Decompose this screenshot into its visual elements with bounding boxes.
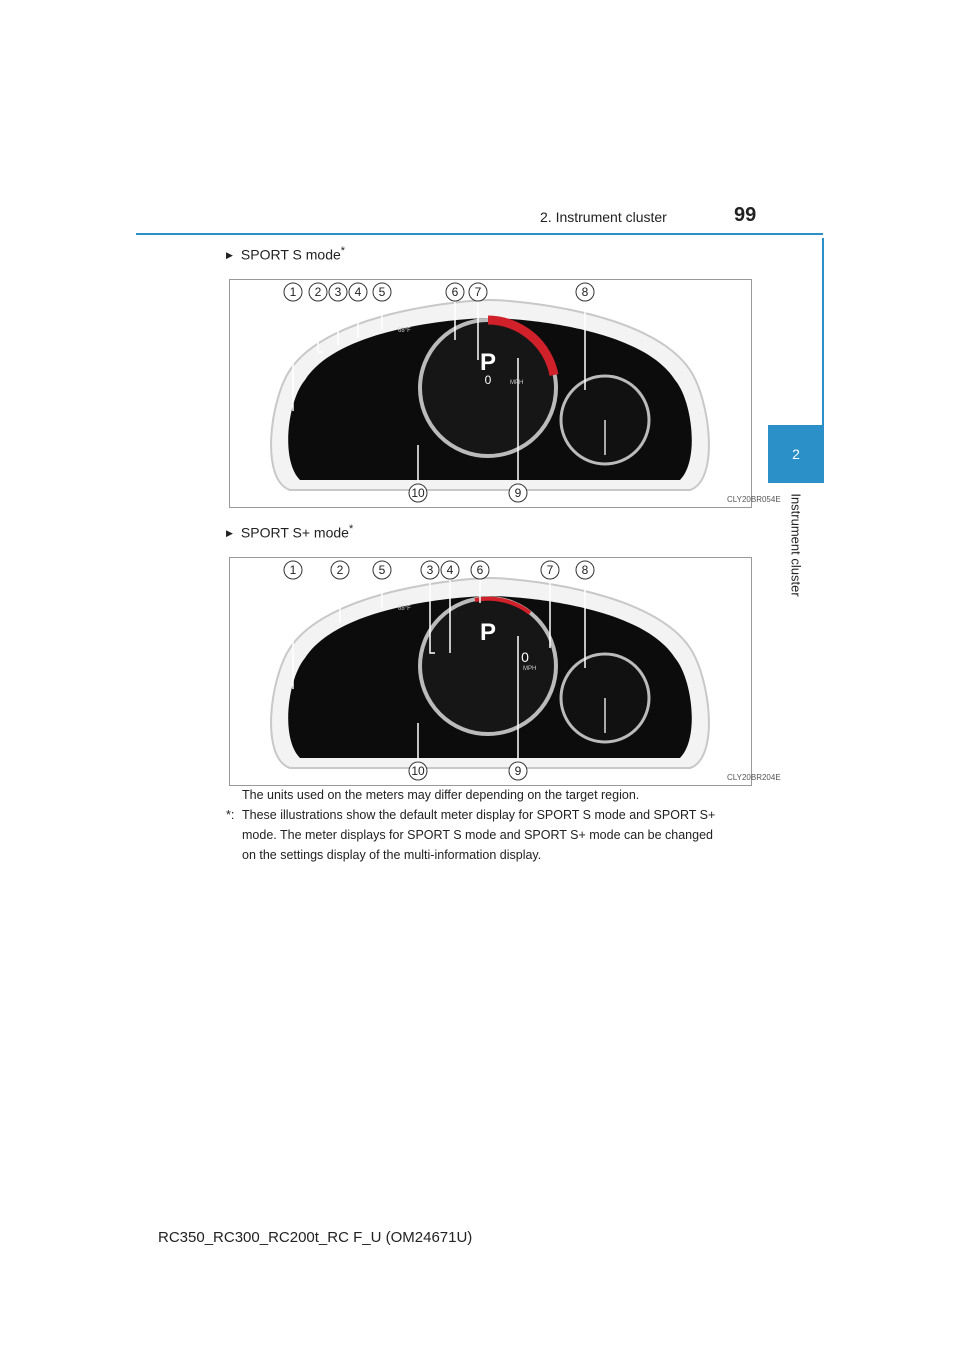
cluster-illustration (230, 280, 781, 507)
asterisk-note-line: These illustrations show the default meter display for SPORT S mode and SPORT S+ (242, 808, 716, 822)
asterisk-note-line: on the settings display of the multi-information display. (242, 848, 542, 862)
gear-indicator: P (479, 349, 497, 376)
callout-number: 4 (354, 285, 362, 299)
asterisk-note-marker: *: (226, 808, 235, 822)
mode-title: SPORT S mode (240, 246, 341, 263)
speed-unit: MPH (510, 380, 524, 386)
mode-heading-sport-s-plus (226, 523, 353, 541)
callout-number: 8 (581, 285, 589, 299)
chapter-number: 2 (792, 446, 800, 462)
callout-number: 5 (378, 563, 386, 577)
figure-code: CLY20BR204E (727, 773, 781, 782)
callout-number: 7 (474, 285, 482, 299)
asterisk-note-line: mode. The meter displays for SPORT S mode and SPORT S+ mode can be changed (242, 828, 713, 842)
mode-heading-sport-s (226, 245, 345, 263)
triangle-bullet-icon: ▶ (226, 250, 233, 261)
speed-readout: 0 (484, 373, 492, 387)
callout-number: 9 (514, 486, 522, 500)
callout-number: 1 (289, 285, 297, 299)
callout-number: 3 (334, 285, 342, 299)
section-title: 2. Instrument cluster (540, 209, 667, 225)
callout-number: 6 (476, 563, 484, 577)
callout-number: 10 (411, 486, 425, 500)
figure-sport-s-plus (229, 557, 781, 786)
callout-number: 7 (546, 563, 554, 577)
callout-number: 3 (426, 563, 434, 577)
header-rule (136, 233, 823, 235)
callout-number: 1 (289, 563, 297, 577)
outside-temp: 68°F (398, 328, 411, 334)
chapter-label: Instrument cluster (788, 493, 804, 597)
page-number: 99 (734, 204, 757, 226)
units-note: The units used on the meters may differ depending on the target region. (242, 788, 640, 802)
mode-title: SPORT S+ mode (240, 524, 349, 541)
model-code: RC350_RC300_RC200t_RC F_U (OM24671U) (158, 1229, 473, 1246)
chapter-tab (768, 425, 824, 483)
callout-number: 4 (446, 563, 454, 577)
asterisk-marker: * (348, 523, 354, 535)
cluster-illustration (230, 558, 781, 785)
gear-indicator: P (479, 619, 497, 646)
callout-number: 5 (378, 285, 386, 299)
outside-temp: 68°F (398, 606, 411, 612)
figure-code: CLY20BR054E (727, 495, 781, 504)
callout-number: 8 (581, 563, 589, 577)
callout-number: 9 (514, 764, 522, 778)
triangle-bullet-icon: ▶ (226, 528, 233, 539)
callout-number: 10 (411, 764, 425, 778)
side-rule (822, 238, 824, 426)
callout-number: 2 (336, 563, 344, 577)
figure-sport-s (229, 279, 781, 508)
speed-unit: MPH (523, 666, 537, 672)
callout-number: 6 (451, 285, 459, 299)
speed-readout: 0 (521, 649, 529, 665)
callout-number: 2 (314, 285, 322, 299)
asterisk-marker: * (340, 245, 346, 257)
